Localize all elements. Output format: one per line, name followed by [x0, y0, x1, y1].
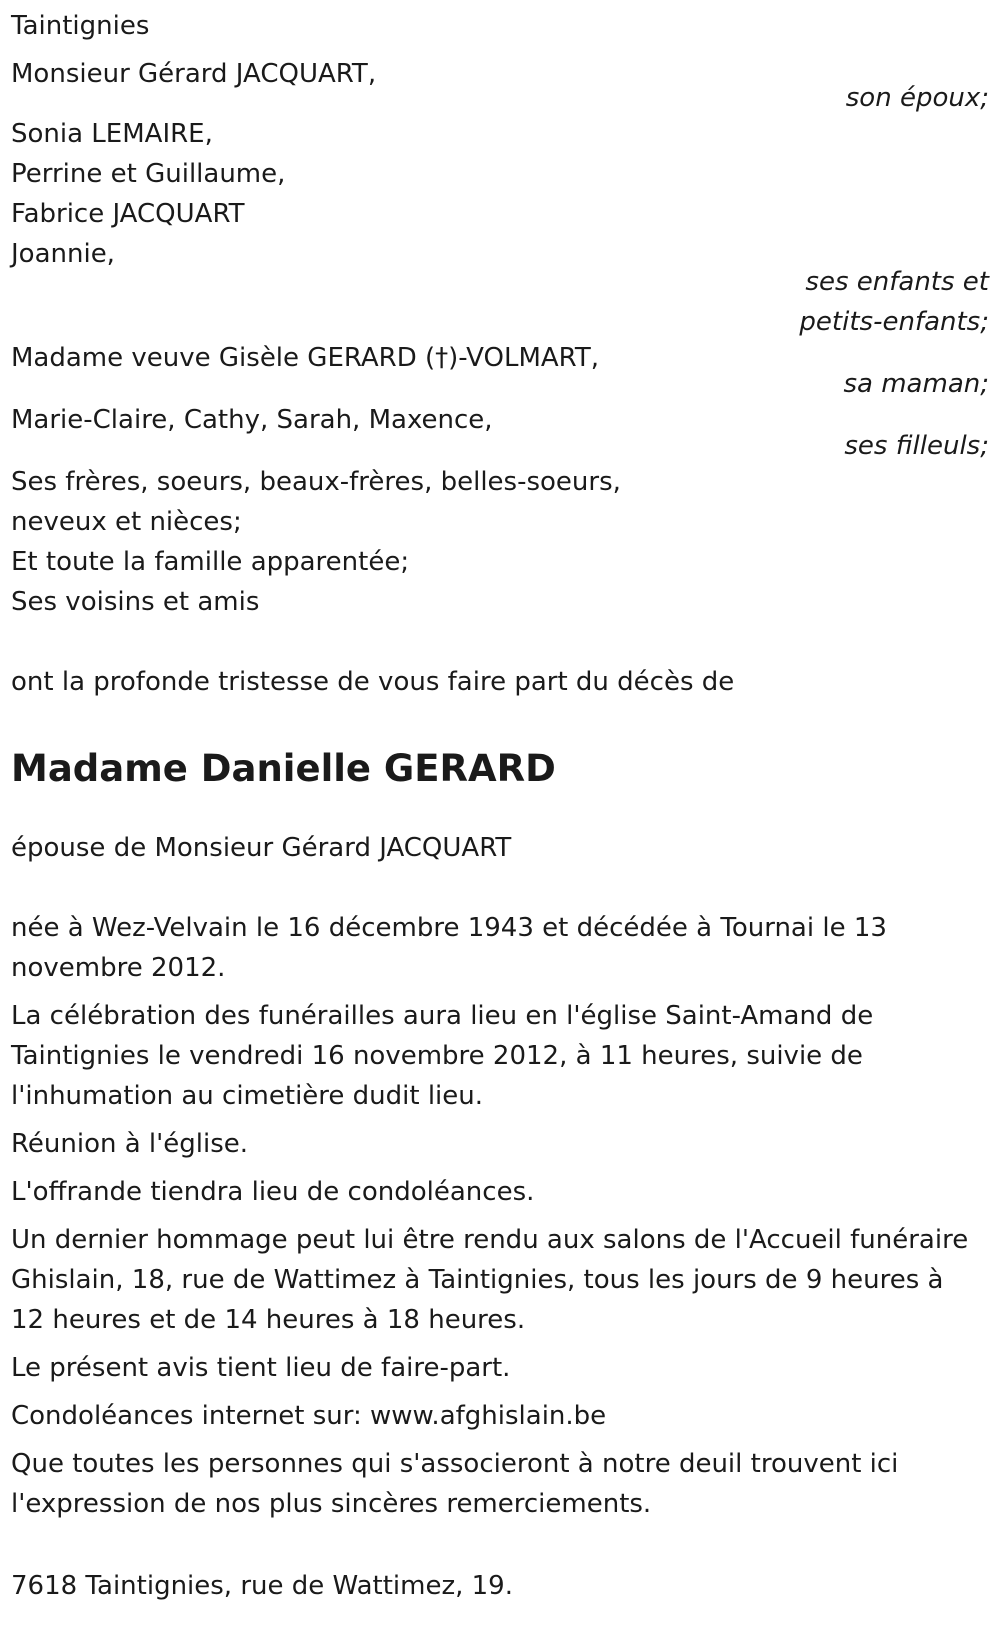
thanks-paragraph: Que toutes les personnes qui s'associeront à notre deuil trouvent ici l'expression de nos plus sincères remerciements.: [11, 1449, 899, 1519]
address: 7618 Taintignies, rue de Wattimez, 19.: [11, 1571, 513, 1601]
ceremony-paragraph: La célébration des funérailles aura lieu en l'église Saint-Amand de Taintignies le vendredi 16 novembre 2012, à 11 heures, suivie de l'inhumation au cimetière dudit lieu.: [11, 1001, 874, 1111]
child-line: Fabrice JACQUART: [11, 199, 245, 229]
godchildren-names: Marie-Claire, Cathy, Sarah, Maxence,: [11, 405, 493, 435]
notice-paragraph: Le présent avis tient lieu de faire-part.: [11, 1353, 511, 1383]
offering-paragraph: L'offrande tiendra lieu de condoléances.: [11, 1177, 535, 1207]
mother-name: Madame veuve Gisèle GERARD (†)-VOLMART,: [11, 343, 599, 373]
spouse-of: épouse de Monsieur Gérard JACQUART: [11, 833, 512, 863]
child-line: Joannie,: [11, 239, 115, 269]
child-line: Perrine et Guillaume,: [11, 159, 286, 189]
family-line: neveux et nièces;: [11, 507, 242, 537]
birth-death-paragraph: née à Wez-Velvain le 16 décembre 1943 et décédée à Tournai le 13 novembre 2012.: [11, 913, 887, 983]
godchildren-relation: ses filleuls;: [844, 431, 989, 461]
deceased-name: Madame Danielle GERARD: [11, 747, 556, 790]
family-line: Ses voisins et amis: [11, 587, 260, 617]
family-line: Et toute la famille apparentée;: [11, 547, 410, 577]
husband-relation: son époux;: [845, 83, 989, 113]
husband-name: Monsieur Gérard JACQUART,: [11, 59, 377, 89]
online-condolences: Condoléances internet sur: www.afghislain.be: [11, 1401, 607, 1431]
children-relation-line1: ses enfants et: [805, 267, 989, 297]
announcement: ont la profonde tristesse de vous faire part du décès de: [11, 667, 735, 697]
mother-relation: sa maman;: [843, 369, 989, 399]
family-line: Ses frères, soeurs, beaux-frères, belles-soeurs,: [11, 467, 621, 497]
locality: Taintignies: [11, 11, 150, 41]
child-line: Sonia LEMAIRE,: [11, 119, 213, 149]
meeting-paragraph: Réunion à l'église.: [11, 1129, 249, 1159]
tribute-paragraph: Un dernier hommage peut lui être rendu aux salons de l'Accueil funéraire Ghislain, 18, rue de Wattimez à Taintignies, tous les jours de 9 heures à 12 heures et de 14 heures à 18 heures.: [11, 1225, 969, 1335]
children-relation-line2: petits-enfants;: [799, 307, 989, 337]
